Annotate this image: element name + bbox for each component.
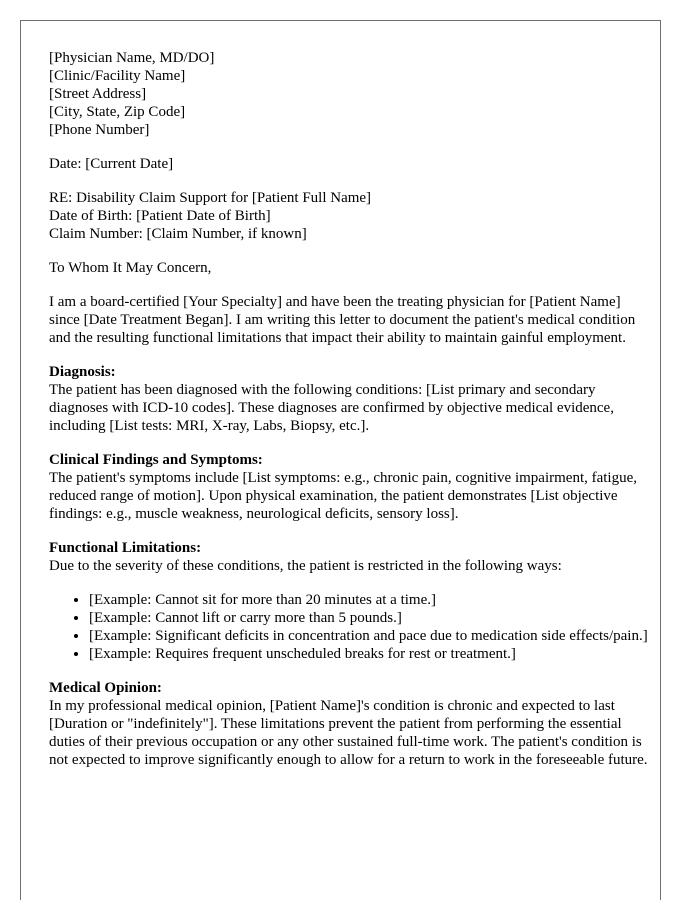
functional-text: Due to the severity of these conditions, the patient is restricted in the following ways: <box>49 558 562 574</box>
opinion-heading: Medical Opinion: <box>49 680 162 696</box>
diagnosis-text: The patient has been diagnosed with the following conditions: [List primary and secondary diagnoses with ICD-10 codes]. These diagnoses are confirmed by objective medical evidence, including [List tests: MRI, X-ray, Labs, Biopsy, etc.]. <box>49 382 614 434</box>
city-state-zip: [City, State, Zip Code] <box>49 104 186 120</box>
clinical-heading: Clinical Findings and Symptoms: <box>49 452 263 468</box>
physician-header <box>49 49 649 139</box>
claim-number: Claim Number: [Claim Number, if known] <box>49 226 307 242</box>
diagnosis-section <box>49 363 649 435</box>
date-line: Date: [Current Date] <box>49 156 174 172</box>
salutation: To Whom It May Concern, <box>49 260 212 276</box>
letter-content <box>49 49 649 785</box>
functional-heading: Functional Limitations: <box>49 540 202 556</box>
list-item: • [Example: Cannot lift or carry more than 5 pounds.] <box>89 609 649 627</box>
date-of-birth: Date of Birth: [Patient Date of Birth] <box>49 208 271 224</box>
letter-page <box>20 20 661 900</box>
diagnosis-heading: Diagnosis: <box>49 364 116 380</box>
phone-number: [Phone Number] <box>49 122 150 138</box>
re-subject: RE: Disability Claim Support for [Patient Full Name] <box>49 190 372 206</box>
clinical-section <box>49 451 649 523</box>
limitations-list <box>49 591 649 663</box>
opinion-text: In my professional medical opinion, [Patient Name]'s condition is chronic and expected to last [Duration or "indefinitely"]. These limitations prevent the patient from performing the essential duties of their previous occupation or any other sustained full-time work. The patient's condition is not expected to improve significantly enough to allow for a return to work in the foreseeable future. <box>49 698 648 768</box>
clinic-name: [Clinic/Facility Name] <box>49 68 186 84</box>
functional-section <box>49 539 649 663</box>
list-item: • [Example: Significant deficits in concentration and pace due to medication side effects/pain.] <box>89 627 649 645</box>
opinion-section <box>49 679 649 769</box>
list-item: • [Example: Requires frequent unscheduled breaks for rest or treatment.] <box>89 645 649 663</box>
intro-paragraph: I am a board-certified [Your Specialty] and have been the treating physician for [Patient Name] since [Date Treatment Began]. I am writing this letter to document the patient's medical condition and the resulting functional limitations that impact their ability to maintain gainful employment. <box>49 294 636 346</box>
list-item: • [Example: Cannot sit for more than 20 minutes at a time.] <box>89 591 649 609</box>
street-address: [Street Address] <box>49 86 147 102</box>
clinical-text: The patient's symptoms include [List symptoms: e.g., chronic pain, cognitive impairment, fatigue, reduced range of motion]. Upon physical examination, the patient demonstrates [List objective findings: e.g., muscle weakness, neurological deficits, sensory loss]. <box>49 470 638 522</box>
physician-name: [Physician Name, MD/DO] <box>49 50 215 66</box>
re-block <box>49 189 649 243</box>
